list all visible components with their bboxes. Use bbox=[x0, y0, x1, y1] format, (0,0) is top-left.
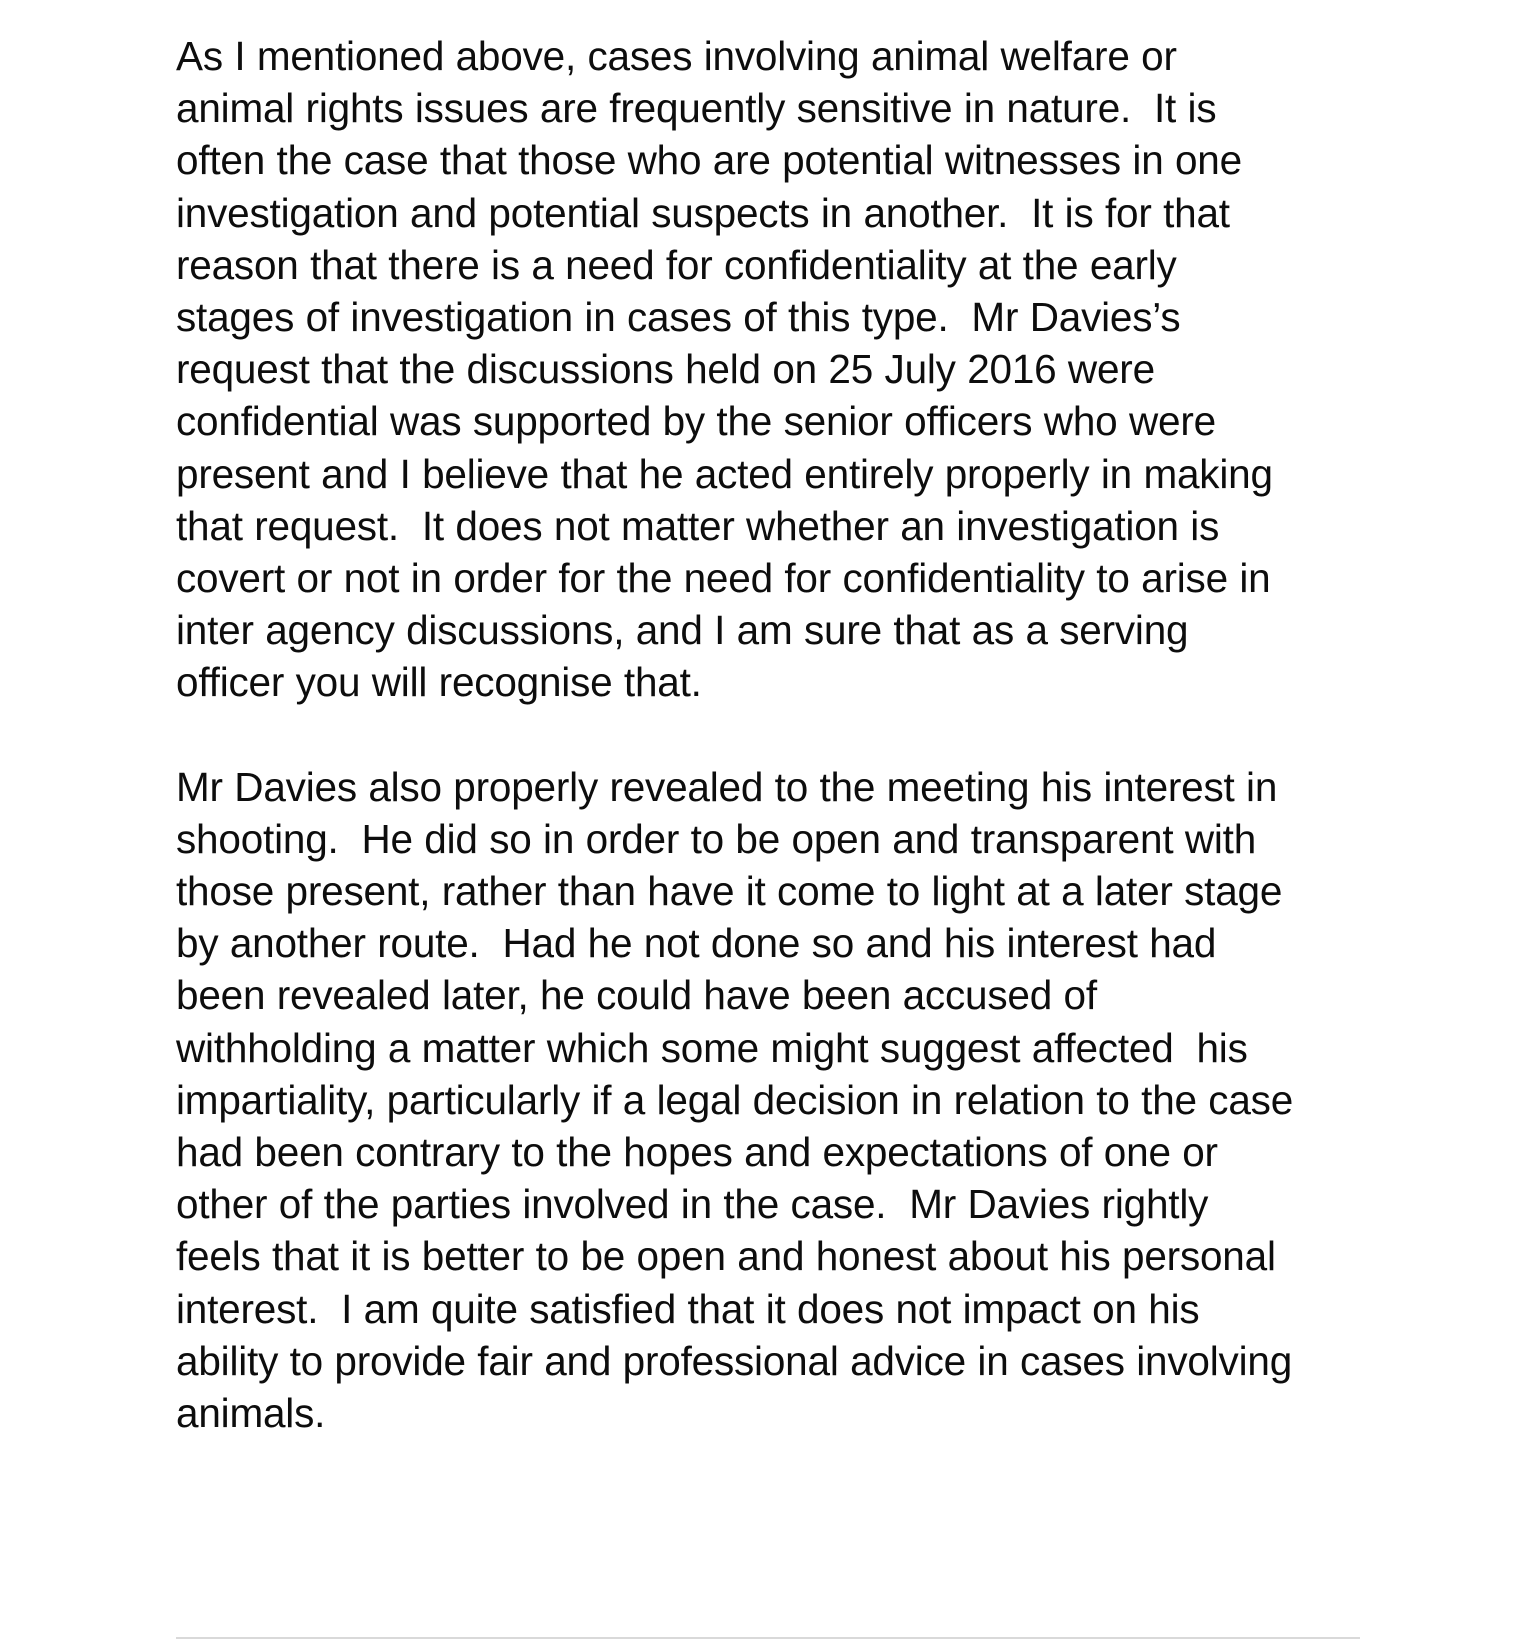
paragraph-2: Mr Davies also properly revealed to the meeting his interest in shooting. He did so in order to be open and transparent with those present, rather than have it come to light at a later stage by another route. Had he not done so and his interest had been revealed later, he could have been accused of withholding a matter which some might suggest affected his impartiality, particularly if a legal decision in relation to the case had been contrary to the hopes and expectations of one or other of the parties involved in the case. Mr Davies rightly feels that it is better to be open and honest about his personal interest. I am quite satisfied that it does not impact on his ability to provide fair and professional advice in cases involving animals. bbox=[176, 763, 1305, 1437]
document-text-body bbox=[176, 30, 1305, 1439]
paragraph-1: As I mentioned above, cases involving animal welfare or animal rights issues are frequently sensitive in nature. It is often the case that those who are potential witnesses in one investigation and potential suspects in another. It is for that reason that there is a need for confidentiality at the early stages of investigation in cases of this type. Mr Davies’s request that the discussions held on 25 July 2016 were confidential was supported by the senior officers who were present and I believe that he acted entirely properly in making that request. It does not matter whether an investigation is covert or not in order for the need for confidentiality to arise in inter agency discussions, and I am sure that as a serving officer you will recognise that. bbox=[176, 33, 1285, 706]
